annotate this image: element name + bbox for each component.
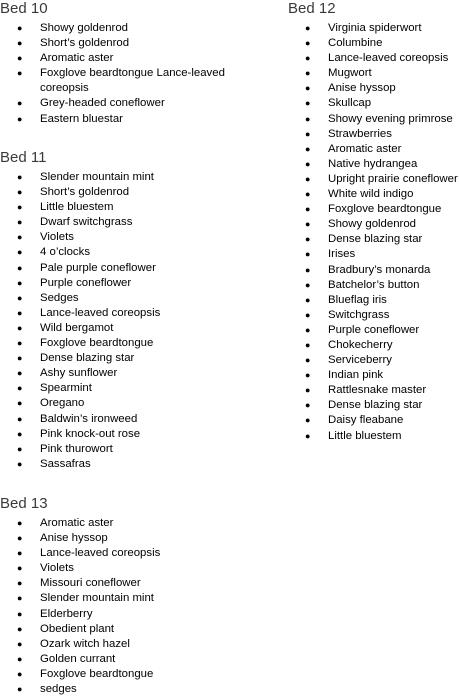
list-item (288, 429, 459, 444)
plant-name: Golden currant (40, 652, 116, 665)
list-item (0, 351, 285, 366)
list-item (0, 66, 285, 96)
list-item (0, 276, 285, 291)
bullet-icon: ● (17, 443, 23, 454)
plant-name: Grey-headed coneflower (40, 97, 165, 110)
plant-name: Dense blazing star (328, 233, 423, 246)
bullet-icon: ● (305, 430, 311, 441)
plant-name: Strawberries (328, 127, 392, 140)
list-item (288, 398, 459, 413)
bullet-icon: ● (305, 173, 311, 184)
bullet-icon: ● (17, 38, 23, 49)
list-item (0, 321, 285, 336)
list-item (288, 51, 459, 66)
bullet-icon: ● (17, 653, 23, 664)
bullet-icon: ● (305, 370, 311, 381)
bullet-icon: ● (17, 247, 23, 258)
list-item (0, 336, 285, 351)
list-item (0, 245, 285, 260)
plant-name: Showy goldenrod (40, 22, 129, 34)
list-item (288, 142, 459, 157)
list-item (0, 306, 285, 321)
plant-name: Pink knock-out rose (40, 427, 141, 440)
bed-11-section (0, 149, 285, 472)
bed-12-title: Bed 12 (288, 0, 336, 17)
list-item (0, 591, 285, 606)
plant-name: Dense blazing star (328, 399, 423, 412)
bullet-icon: ● (305, 279, 311, 290)
list-item (0, 516, 285, 531)
list-item (0, 531, 285, 546)
bullet-icon: ● (305, 98, 311, 109)
list-item (0, 185, 285, 200)
list-item (288, 96, 459, 111)
list-item (0, 561, 285, 576)
list-item (0, 96, 285, 111)
plant-name: Aromatic aster (328, 142, 402, 155)
plant-name: Purple coneflower (40, 276, 132, 289)
bullet-icon: ● (17, 172, 23, 182)
plant-name: Bradbury’s monarda (328, 263, 431, 276)
bed-13-title: Bed 13 (0, 495, 48, 512)
list-item (288, 202, 459, 217)
bullet-icon: ● (305, 38, 311, 49)
list-item (288, 338, 459, 353)
plant-name: Violets (40, 562, 74, 575)
plant-name: Purple coneflower (328, 323, 420, 336)
list-item (0, 667, 285, 682)
bullet-icon: ● (305, 189, 311, 200)
list-item (288, 187, 459, 202)
bullet-icon: ● (17, 578, 23, 589)
list-item (0, 291, 285, 306)
list-item (0, 215, 285, 230)
plant-name: Lance-leaved coreopsis (40, 547, 161, 560)
list-item (288, 127, 459, 142)
plant-name: Aromatic aster (40, 52, 114, 65)
bullet-icon: ● (17, 383, 23, 394)
plant-name: Short’s goldenrod (40, 186, 130, 199)
list-item (288, 293, 459, 308)
bullet-icon: ● (17, 187, 23, 198)
list-item (288, 21, 459, 36)
bullet-icon: ● (17, 623, 23, 634)
list-item (288, 157, 459, 172)
plant-name: Mugwort (328, 67, 372, 80)
list-item (0, 21, 285, 36)
list-item (0, 170, 285, 185)
plant-name: Slender mountain mint (40, 171, 154, 183)
plant-name: Ozark witch hazel (40, 637, 130, 650)
bullet-icon: ● (17, 368, 23, 379)
bullet-icon: ● (17, 53, 23, 64)
plant-name: Showy goldenrod (328, 218, 417, 231)
plant-name: Pink thurowort (40, 442, 113, 455)
bullet-icon: ● (17, 322, 23, 333)
plant-name: Dense blazing star (40, 352, 135, 365)
list-item (288, 413, 459, 428)
list-item (0, 51, 285, 66)
list-item (0, 637, 285, 652)
plant-name: Lance-leaved coreopsis (40, 306, 161, 319)
bed-13-section (0, 495, 285, 697)
bullet-icon: ● (305, 219, 311, 230)
list-item (0, 622, 285, 637)
list-item (288, 353, 459, 368)
plant-name: 4 o’clocks (40, 246, 91, 259)
list-item (288, 81, 459, 96)
plant-name: White wild indigo (328, 188, 414, 201)
bullet-icon: ● (305, 400, 311, 411)
plant-name: Missouri coneflower (40, 577, 141, 590)
bed-11-plant-list (0, 170, 285, 472)
bullet-icon: ● (17, 262, 23, 273)
plant-name: Batchelor’s button (328, 278, 420, 291)
plant-name: Irises (328, 248, 356, 261)
bullet-icon: ● (17, 563, 23, 574)
plant-name: Foxglove beardtongue Lance-leaved coreopsis (40, 67, 225, 95)
plant-name: Spearmint (40, 382, 92, 395)
bullet-icon: ● (17, 23, 23, 33)
bullet-icon: ● (17, 593, 23, 604)
list-item (288, 112, 459, 127)
list-item (0, 261, 285, 276)
bullet-icon: ● (17, 518, 23, 528)
bullet-icon: ● (17, 202, 23, 213)
bullet-icon: ● (305, 113, 311, 124)
bed-11-title: Bed 11 (0, 149, 47, 166)
bullet-icon: ● (305, 415, 311, 426)
bullet-icon: ● (305, 53, 311, 64)
bullet-icon: ● (17, 292, 23, 303)
list-item (288, 66, 459, 81)
list-item (0, 607, 285, 622)
plant-name: Lance-leaved coreopsis (328, 52, 449, 65)
bullet-icon: ● (17, 638, 23, 649)
plant-name: Serviceberry (328, 354, 392, 367)
plant-name: Upright prairie coneflower (328, 172, 458, 185)
bullet-icon: ● (17, 608, 23, 619)
list-item (288, 247, 459, 262)
bullet-icon: ● (17, 398, 23, 409)
plant-name: sedges (40, 683, 77, 696)
plant-name: Columbine (328, 37, 383, 50)
plant-name: Short’s goldenrod (40, 37, 130, 50)
plant-name: Rattlesnake master (328, 384, 427, 397)
list-item (0, 230, 285, 245)
bullet-icon: ● (305, 339, 311, 350)
bullet-icon: ● (17, 232, 23, 243)
bullet-icon: ● (305, 23, 311, 33)
plant-name: Ashy sunflower (40, 367, 118, 380)
bullet-icon: ● (17, 668, 23, 679)
list-item (0, 652, 285, 667)
bullet-icon: ● (17, 533, 23, 544)
bed-10-title: Bed 10 (0, 0, 48, 17)
list-item (0, 381, 285, 396)
list-item (288, 172, 459, 187)
plant-name: Showy evening primrose (328, 112, 453, 125)
list-item (0, 576, 285, 591)
bullet-icon: ● (17, 307, 23, 318)
list-item (0, 682, 285, 697)
list-item (0, 427, 285, 442)
plant-name: Switchgrass (328, 308, 390, 321)
bullet-icon: ● (17, 113, 23, 124)
bullet-icon: ● (17, 413, 23, 424)
list-item (0, 36, 285, 51)
bullet-icon: ● (305, 309, 311, 320)
list-item (0, 412, 285, 427)
plant-name: Blueflag iris (328, 293, 387, 306)
plant-name: Native hydrangea (328, 157, 418, 170)
plant-name: Oregano (40, 397, 85, 410)
bullet-icon: ● (17, 68, 23, 79)
bullet-icon: ● (17, 458, 23, 469)
plant-name: Obedient plant (40, 622, 115, 635)
bullet-icon: ● (305, 324, 311, 335)
bullet-icon: ● (17, 217, 23, 228)
list-item (0, 200, 285, 215)
plant-name: Anise hyssop (328, 82, 396, 95)
list-item (0, 366, 285, 381)
plant-name: Skullcap (328, 97, 372, 110)
bullet-icon: ● (17, 98, 23, 109)
list-item (0, 546, 285, 561)
bed-12-section (288, 0, 459, 444)
list-item (288, 232, 459, 247)
bullet-icon: ● (17, 353, 23, 364)
bed-10-section (0, 0, 285, 127)
plant-name: Sassafras (40, 457, 91, 470)
list-item (288, 308, 459, 323)
bullet-icon: ● (305, 128, 311, 139)
plant-name: Dwarf switchgrass (40, 216, 133, 229)
bed-10-plant-list (0, 21, 285, 127)
list-item (288, 368, 459, 383)
plant-name: Indian pink (328, 369, 384, 382)
bullet-icon: ● (305, 294, 311, 305)
plant-name: Aromatic aster (40, 517, 114, 529)
list-item (0, 396, 285, 411)
plant-name: Chokecherry (328, 338, 393, 351)
list-item (0, 442, 285, 457)
bed-13-plant-list (0, 516, 285, 697)
list-item (288, 278, 459, 293)
plant-name: Daisy fleabane (328, 414, 404, 427)
list-item (0, 457, 285, 472)
bullet-icon: ● (17, 548, 23, 559)
bullet-icon: ● (305, 204, 311, 215)
list-item (288, 323, 459, 338)
plant-name: Foxglove beardtongue (328, 203, 442, 216)
plant-name: Wild bergamot (40, 321, 114, 334)
bullet-icon: ● (305, 249, 311, 260)
bullet-icon: ● (305, 234, 311, 245)
plant-name: Foxglove beardtongue (40, 667, 154, 680)
list-item (0, 112, 285, 127)
bullet-icon: ● (17, 338, 23, 349)
plant-name: Little bluestem (328, 429, 402, 442)
plant-name: Slender mountain mint (40, 592, 154, 605)
plant-name: Foxglove beardtongue (40, 337, 154, 350)
list-item (288, 263, 459, 278)
plant-name: Anise hyssop (40, 532, 108, 545)
plant-name: Baldwin’s ironweed (40, 412, 138, 425)
bullet-icon: ● (305, 385, 311, 396)
plant-name: Sedges (40, 291, 79, 304)
bullet-icon: ● (305, 143, 311, 154)
plant-name: Pale purple coneflower (40, 261, 156, 274)
plant-name: Eastern bluestar (40, 112, 123, 125)
bullet-icon: ● (305, 68, 311, 79)
bullet-icon: ● (17, 684, 23, 695)
list-item (288, 36, 459, 51)
bed-12-plant-list (288, 21, 459, 444)
bullet-icon: ● (17, 277, 23, 288)
bullet-icon: ● (17, 428, 23, 439)
list-item (288, 383, 459, 398)
plant-name: Little bluestem (40, 201, 114, 214)
bullet-icon: ● (305, 83, 311, 94)
plant-name: Elderberry (40, 607, 93, 620)
list-item (288, 217, 459, 232)
plant-name: Violets (40, 231, 74, 244)
plant-name: Virginia spiderwort (328, 22, 422, 34)
bullet-icon: ● (305, 355, 311, 366)
bullet-icon: ● (305, 158, 311, 169)
bullet-icon: ● (305, 264, 311, 275)
